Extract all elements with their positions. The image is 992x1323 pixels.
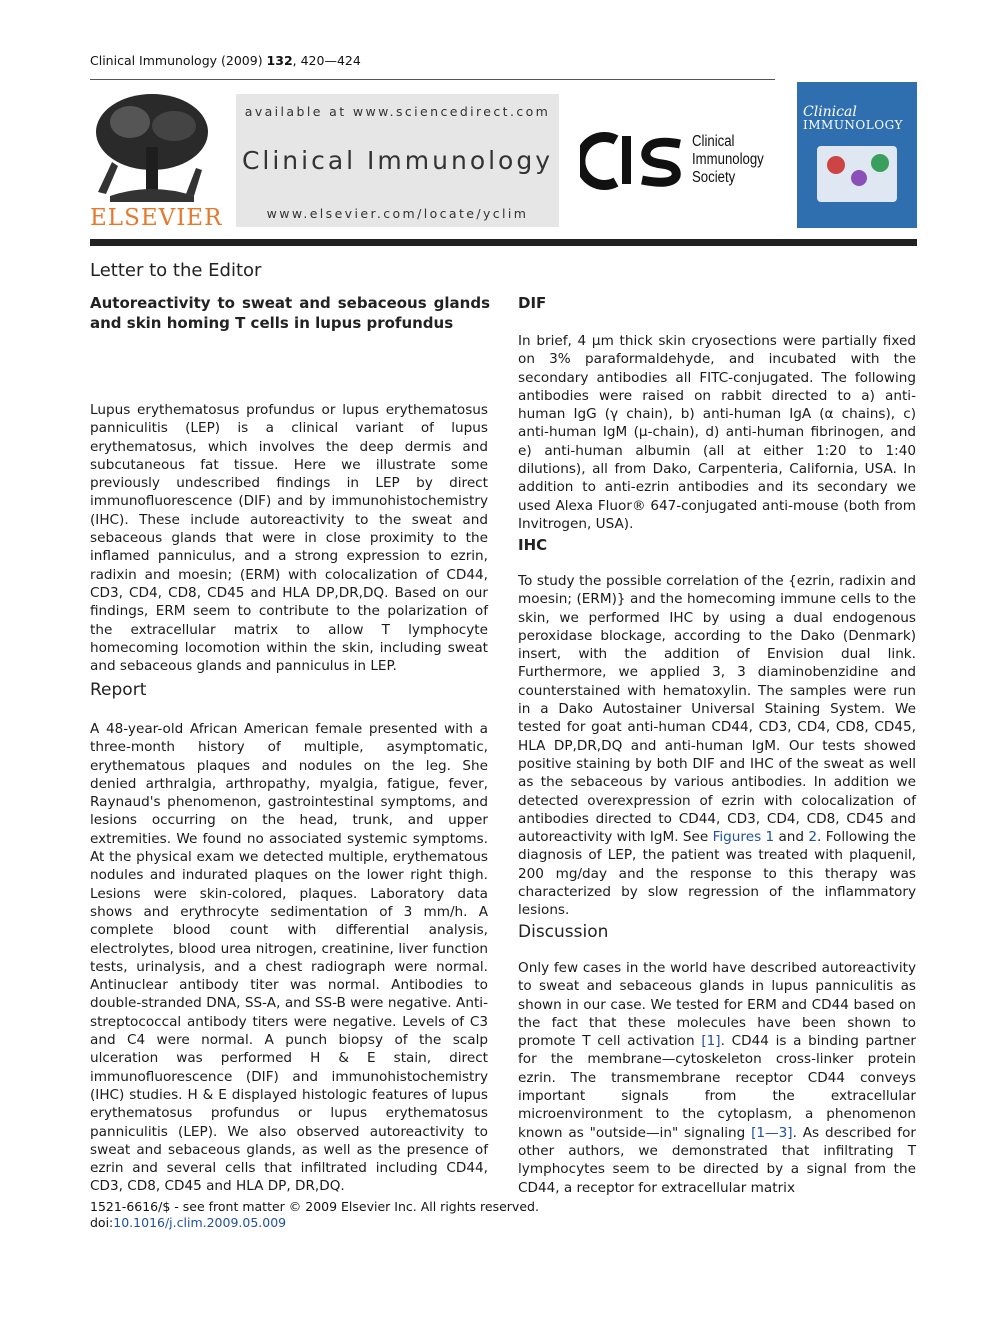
journal-title: Clinical Immunology [241, 146, 554, 175]
cover-figure [817, 146, 897, 202]
society-name-line: Clinical [692, 133, 735, 150]
ihc-section [518, 572, 916, 920]
discussion-text: . As described for other authors, we demonstrated that infiltrating T lymphocytes seem to be directed by a signal from the CD44, a receptor for extracellular matrix [518, 1124, 916, 1196]
cover-title: Clinical [803, 104, 857, 120]
report-text: A 48-year-old African American female presented with a three-month history of multiple, asymptomatic, erythematous plaques and nodules on the leg. She denied arthralgia, arthropathy, myalgia, fatigue, fever, Raynaud's phenomenon, gastrointestinal symptoms, and lesions occurring on the head, trunk, and upper extremities. We found no associated systemic symptoms. At the physical exam we detected multiple, erythematous nodules and indurated plaques on the lower right thigh. Lesions were skin-colored, plaques. Laboratory data shows and erythrocyte sedimentation of 3 mm/h. A complete blood count with differential analysis, electrolytes, blood urea nitrogen, creatinine, liver function tests, urinalysis, and a chest radiograph were normal. Antinuclear antibody titer was normal. Antibodies to double-stranded DNA, SS-A, and SS-B were negative. Anti-streptococcal antibody titers were negative. Levels of C3 and C4 were normal. A punch biopsy of the scalp ulceration was performed H & E stain, direct immunofluorescence (DIF) and immunohistochemistry (IHC) studies. H & E displayed histologic features of lupus erythematosus profundus or lupus erythematosus panniculitis (LEP). We also observed autoreactivity to sweat and sebaceous glands, as well as the presence of ezrin and several cells that infiltrated including CD44, CD3, CD8, CD45 and HLA DP, DR,DQ. [90, 721, 488, 1195]
society-name-line: Society [692, 169, 736, 186]
report-heading: Report [90, 680, 147, 700]
cis-mark [580, 132, 690, 190]
discussion-section [518, 959, 916, 1197]
abstract [90, 401, 488, 675]
abstract-text: Lupus erythematosus profundus or lupus erythematosus panniculitis (LEP) is a clinical variant of lupus erythematosus, which involves the deep dermis and subcutaneous fat tissue. Here we illustrate some previously undescribed findings in LEP by direct immunofluorescence (DIF) and by immunohistochemistry (IHC). These include autoreactivity to the sweat and sebaceous glands that were in close proximity to the inflamed panniculus, and a strong expression to ezrin, radixin and moesin; (ERM) with colocalization of CD44, CD3, CD4, CD8, CD45 and HLA DP,DR,DQ. Based on our findings, ERM seem to contribute to the polarization of the extracellular matrix to allow T lymphocyte homecoming locomotion within the skin, including sweat and sebaceous glands and panniculus in LEP. [90, 402, 488, 675]
elsevier-wordmark: ELSEVIER [90, 205, 223, 231]
cover-title-sub: IMMUNOLOGY [803, 118, 903, 132]
dif-section [518, 332, 916, 533]
ihc-text: and [774, 829, 809, 846]
footer [90, 1199, 539, 1231]
journal-citation [90, 53, 361, 68]
figure-2-link[interactable]: 2 [808, 829, 818, 846]
journal-banner [236, 94, 559, 227]
doi-link[interactable]: 10.1016/j.clim.2009.05.009 [113, 1215, 287, 1230]
doi-prefix: doi: [90, 1215, 114, 1230]
ihc-text: . Following the diagnosis of LEP, the patient was treated with plaquenil, 200 mg/day and the response to this therapy was characterized by slow regression of the inflammatory lesions. [518, 829, 917, 919]
discussion-heading: Discussion [518, 922, 609, 942]
available-at-text: available at www.sciencedirect.com [244, 104, 551, 119]
dif-text: In brief, 4 μm thick skin cryosections were partially fixed on 3% paraformaldehyde, and incubated with the secondary antibodies all FITC-conjugated. The following antibodies were raised on rabbit directed to a) anti-human IgG (γ chain), b) anti-human IgA (α chains), c) anti-human IgM (μ-chain), d) anti-human fibrinogen, and e) anti-human albumin (all at either 1:20 to 1:40 dilutions), all from Dako, Carpenteria, California, USA. In addition to anti-ezrin antibodies and its secondary we used Alexa Fluor® 647-conjugated anti-mouse (both from Invitrogen, USA). [518, 333, 916, 532]
doi-line [90, 1215, 539, 1231]
discussion-text: Only few cases in the world have described autoreactivity to sweat and sebaceous glands in lupus panniculitis as shown in our case. We tested for ERM and CD44 based on the fact that these molecules have been shown to promote T cell activation [518, 960, 916, 1050]
society-name-line: Immunology [692, 151, 764, 168]
ihc-text: To study the possible correlation of the {ezrin, radixin and moesin; (ERM)} and the homecoming immune cells to the skin, we performed IHC by using a dual endogenous peroxidase blockage, according to the Dako (Denmark) insert, with the addition of Envision dual link. Furthermore, we applied 3, 3 diaminobenzidine and counterstained with hematoxylin. The samples were run in a Dako Autostainer Universal Staining System. We tested for goat anti-human CD44, CD3, CD4, CD8, CD45, HLA DP,DR,DQ and anti-human IgM. Our tests showed positive staining by both DIF and IHC of the sweat as well as the sebaceous by various antibodies. In addition we detected overexpression of ezrin with colocalization of antibodies directed to CD44, CD3, CD4, CD8, CD45 and autoreactivity with IgM. See [518, 573, 916, 846]
header-thick-rule [90, 239, 917, 246]
ihc-paragraph [518, 572, 916, 920]
figure-1-link[interactable]: Figures 1 [712, 829, 775, 846]
society-name [692, 133, 764, 187]
discussion-text: . CD44 is a binding partner for the membrane—cytoskeleton cross-linker protein ezrin. The transmembrane receptor CD44 conveys important signals from the extracellular microenvironment to the cytoplasm, a phenomenon known as "outside—in" signaling [518, 1033, 916, 1141]
journal-url: www.elsevier.com/locate/yclim [266, 206, 529, 221]
report-section [90, 720, 488, 1196]
citation-volume: 132 [266, 53, 293, 68]
copyright-line: 1521-6616/$ - see front matter © 2009 Elsevier Inc. All rights reserved. [90, 1199, 539, 1214]
citation-prefix: Clinical Immunology (2009) [90, 53, 267, 68]
reference-1-3-link[interactable]: [1—3] [751, 1124, 793, 1141]
discussion-paragraph [518, 959, 916, 1197]
dif-heading: DIF [518, 294, 547, 312]
ihc-heading: IHC [518, 536, 548, 554]
section-type: Letter to the Editor [90, 260, 262, 281]
article-title: Autoreactivity to sweat and sebaceous glands and skin homing T cells in lupus profundus [90, 294, 490, 332]
reference-1-link[interactable]: [1] [701, 1033, 721, 1050]
header-rule [90, 79, 775, 80]
cis-society-logo [580, 132, 780, 190]
journal-cover-thumbnail [797, 82, 917, 228]
citation-pages: , 420—424 [292, 53, 361, 68]
